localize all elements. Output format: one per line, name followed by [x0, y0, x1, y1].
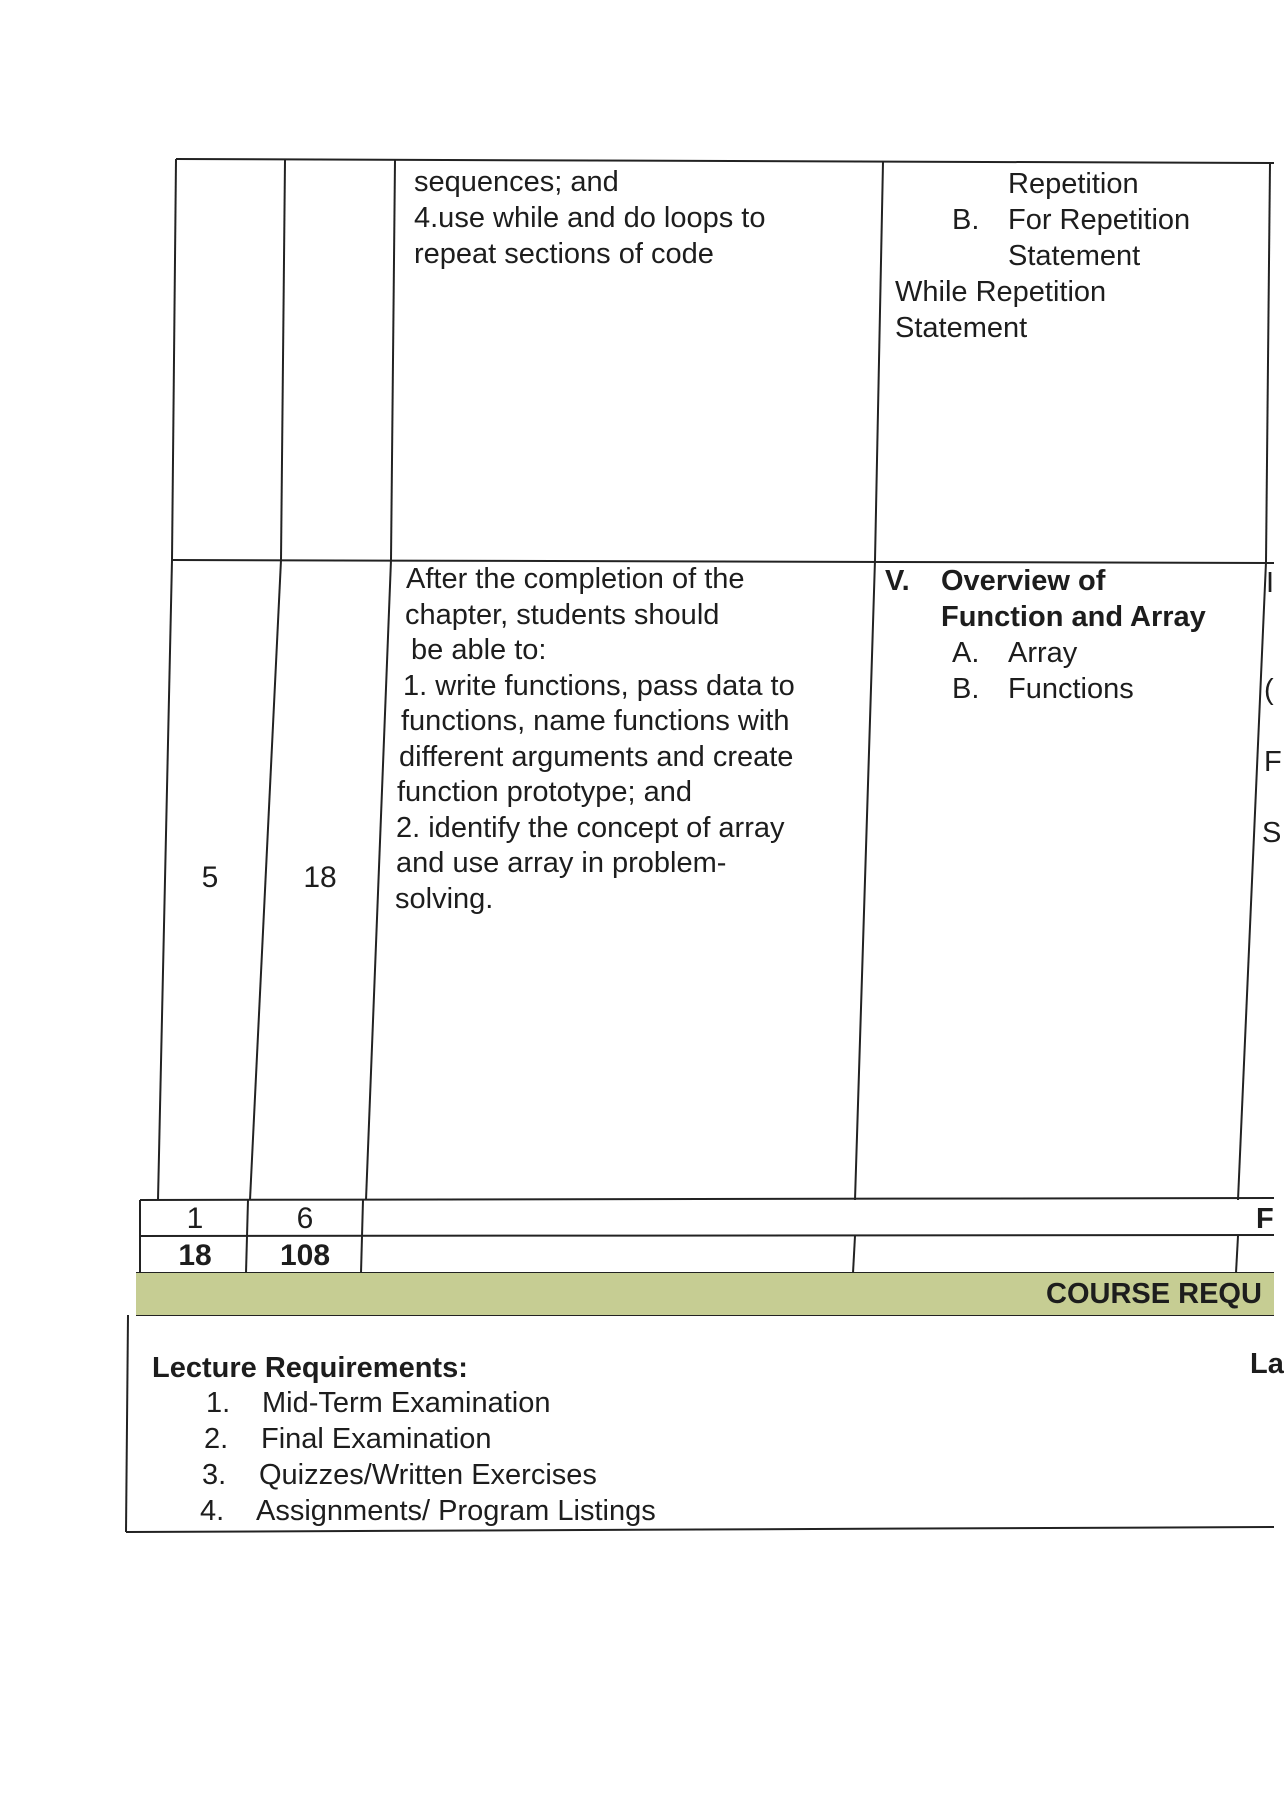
lecture-requirements-heading: Lecture Requirements:	[152, 1352, 468, 1384]
topic-title: Overview of	[941, 565, 1106, 597]
requirement-number: 4.	[200, 1495, 225, 1527]
total-weeks: 18	[178, 1239, 212, 1272]
outcome-line: and use array in problem-	[396, 847, 727, 879]
cut-off-letter: F	[1256, 1203, 1274, 1235]
topic-title: Function and Array	[941, 601, 1206, 633]
cut-off-letter: (	[1264, 674, 1274, 706]
requirement-item: Mid-Term Examination	[262, 1387, 551, 1419]
outcome-line: sequences; and	[414, 166, 619, 198]
outcome-line: 1. write functions, pass data to	[403, 670, 795, 702]
topic-line: Statement	[895, 312, 1028, 344]
requirement-number: 1.	[206, 1387, 231, 1419]
subtopic-label: Array	[1008, 637, 1078, 669]
outcome-line: repeat sections of code	[414, 238, 714, 270]
topic-marker: B.	[952, 204, 980, 236]
subtopic-marker: B.	[952, 673, 980, 705]
topic-numeral: V.	[885, 565, 910, 597]
hours-cell: 18	[303, 861, 337, 894]
hours-cell: 6	[296, 1202, 314, 1235]
outcome-line: 2. identify the concept of array	[396, 812, 785, 844]
topic-line: Statement	[1008, 240, 1141, 272]
topic-line: While Repetition	[895, 276, 1107, 308]
lab-requirements-heading-cut: La	[1250, 1348, 1284, 1380]
subtopic-marker: A.	[952, 637, 980, 669]
subtopic-label: Functions	[1008, 673, 1134, 705]
outcome-line: functions, name functions with	[401, 705, 790, 737]
outcome-line: chapter, students should	[405, 599, 720, 631]
outcome-line: solving.	[395, 883, 494, 915]
requirement-item: Assignments/ Program Listings	[256, 1495, 656, 1527]
requirement-item: Final Examination	[261, 1423, 492, 1455]
cut-off-letter: I	[1266, 567, 1275, 599]
requirement-number: 3.	[202, 1459, 227, 1491]
outcome-line: different arguments and create	[399, 741, 794, 773]
topic-line: For Repetition	[1008, 204, 1191, 236]
total-hours: 108	[279, 1239, 331, 1272]
outcome-line: After the completion of the	[406, 563, 745, 595]
topic-line: Repetition	[1008, 168, 1139, 200]
week-cell: 1	[186, 1202, 204, 1235]
cut-off-letter: S	[1262, 817, 1282, 849]
cut-off-letter: F	[1264, 746, 1282, 778]
outcome-line: 4.use while and do loops to	[414, 202, 766, 234]
outcome-line: function prototype; and	[397, 776, 693, 808]
week-cell: 5	[201, 861, 219, 894]
section-title: COURSE REQU	[1046, 1278, 1262, 1310]
requirement-item: Quizzes/Written Exercises	[259, 1459, 597, 1491]
requirement-number: 2.	[204, 1423, 229, 1455]
outcome-line: be able to:	[411, 634, 547, 666]
